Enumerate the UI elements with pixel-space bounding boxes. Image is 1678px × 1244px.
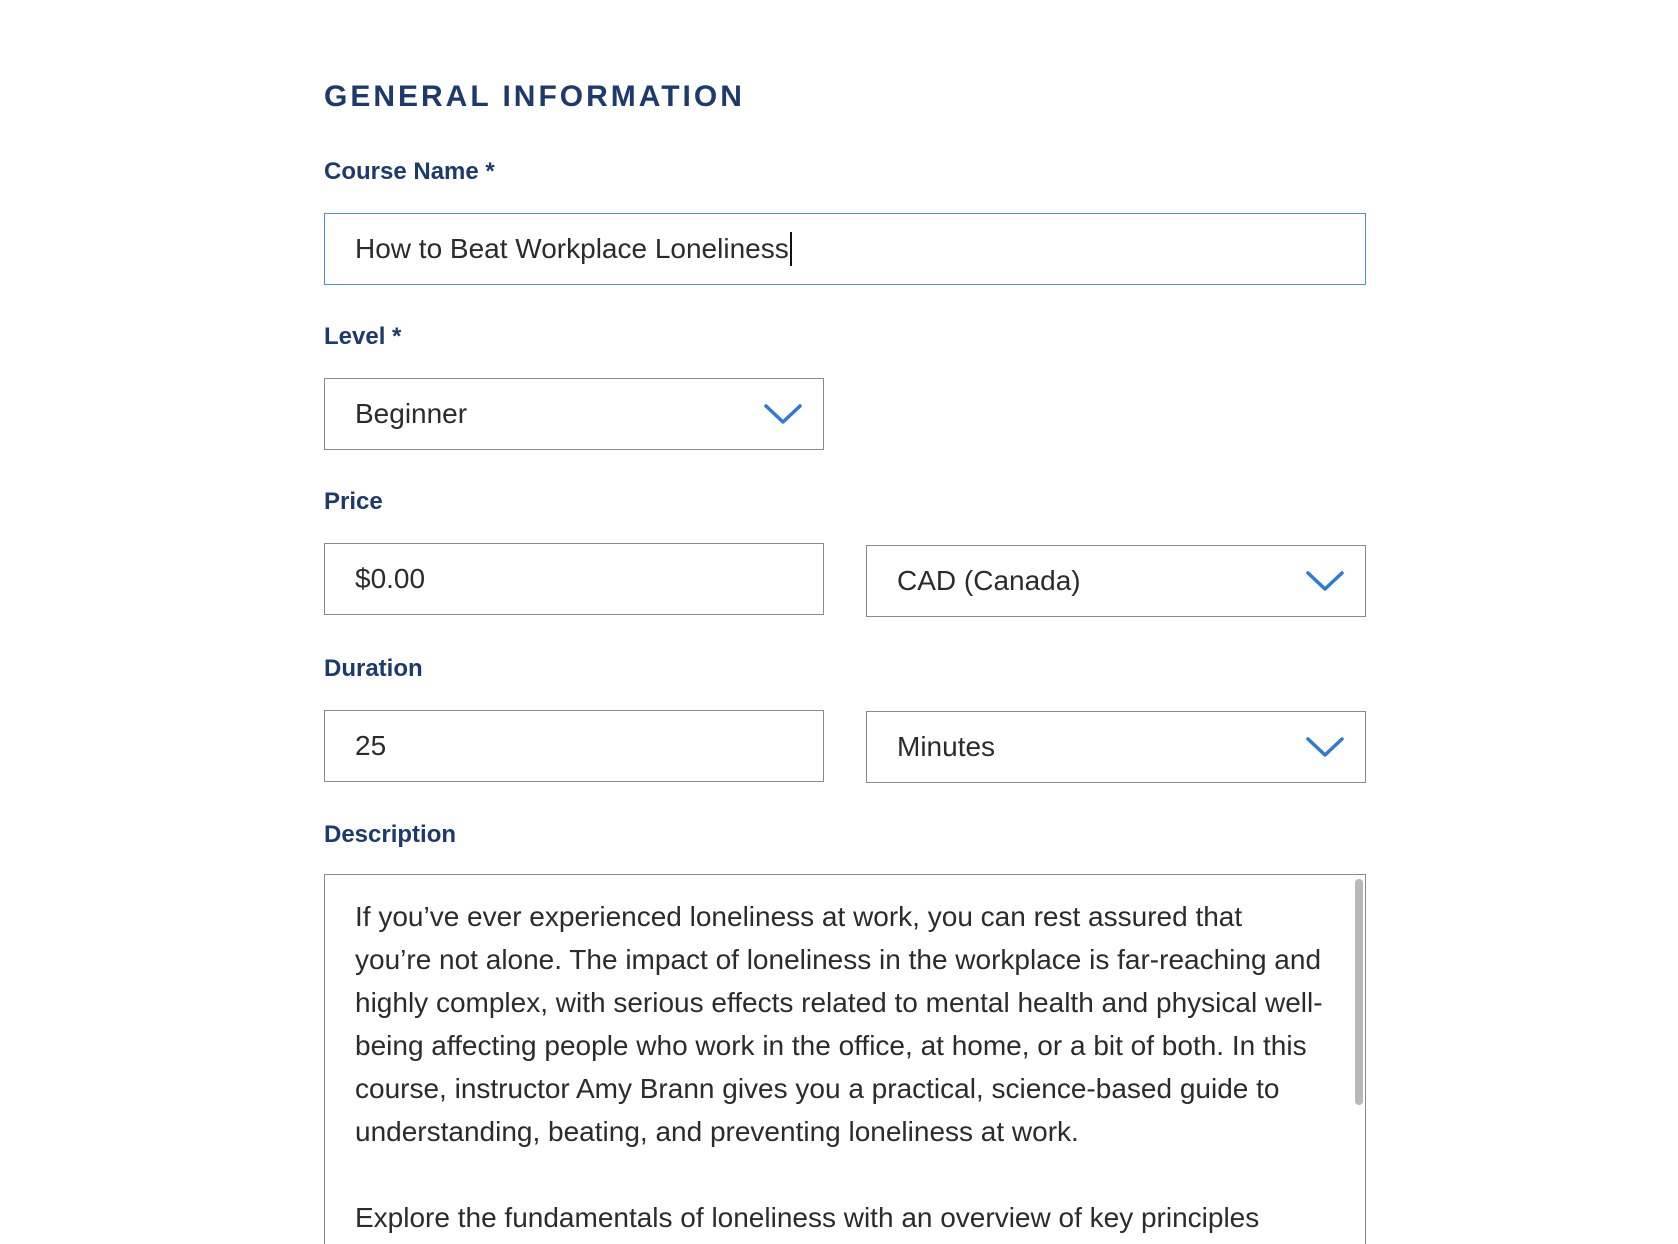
- course-name-input[interactable]: [324, 213, 1366, 285]
- level-selected-value: Beginner: [355, 398, 468, 429]
- chevron-down-icon: [763, 402, 803, 426]
- description-paragraph: If you’ve ever experienced loneliness at work, you can rest assured that you’re not alone. The impact of loneliness in the workplace is far-reaching and highly complex, with serious effects related to mental health and physical well-being affecting people who work in the office, at home, or a bit of both. In this course, instructor Amy Brann gives you a practical, science-based guide to understanding, beating, and preventing loneliness at work.: [355, 901, 1323, 1147]
- duration-label: Duration: [324, 655, 423, 682]
- price-value: $0.00: [355, 563, 426, 594]
- text-caret: [790, 232, 792, 266]
- duration-value: 25: [355, 730, 387, 761]
- price-input[interactable]: [324, 543, 824, 615]
- chevron-down-icon: [1305, 569, 1345, 593]
- duration-unit-selected-value: Minutes: [897, 731, 996, 762]
- chevron-down-icon: [1305, 735, 1345, 759]
- currency-select[interactable]: [866, 545, 1366, 617]
- currency-selected-value: CAD (Canada): [897, 565, 1081, 596]
- textarea-scrollbar[interactable]: [1355, 879, 1363, 1105]
- description-label: Description: [324, 821, 457, 848]
- course-name-value: How to Beat Workplace Loneliness: [355, 233, 789, 264]
- section-title: GENERAL INFORMATION: [324, 80, 745, 113]
- level-label: Level *: [324, 323, 402, 350]
- duration-input[interactable]: [324, 710, 824, 782]
- level-select[interactable]: [324, 378, 824, 450]
- description-paragraph: Explore the fundamentals of loneliness with an overview of key principles: [355, 1202, 1260, 1233]
- course-name-label: Course Name *: [324, 158, 495, 185]
- price-label: Price: [324, 488, 383, 515]
- description-textarea[interactable]: [324, 874, 1366, 1244]
- duration-unit-select[interactable]: [866, 711, 1366, 783]
